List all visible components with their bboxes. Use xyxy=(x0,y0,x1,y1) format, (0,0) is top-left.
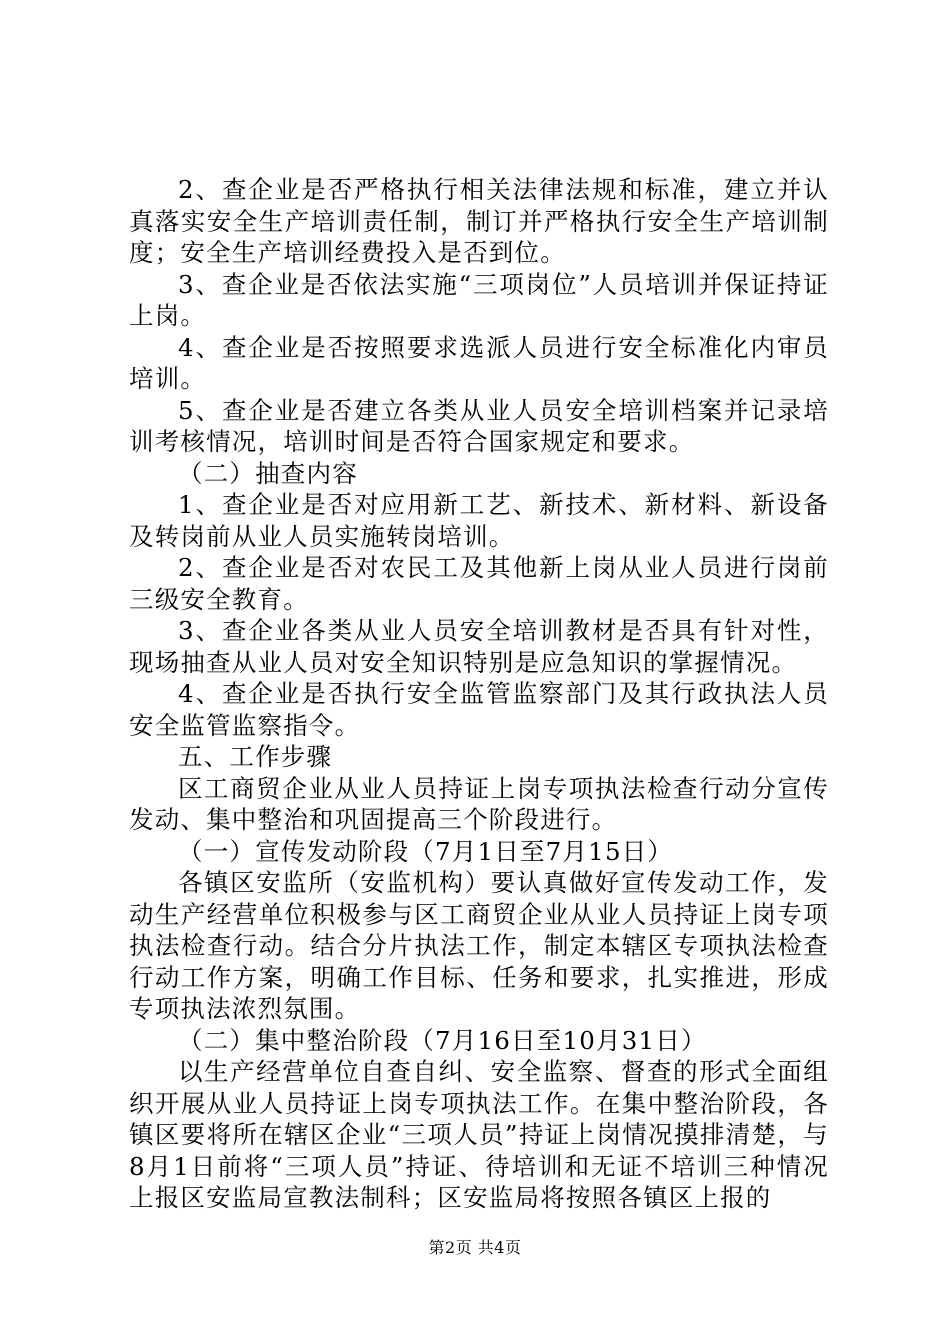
section-heading-work-steps: 五、工作步骤 xyxy=(178,742,333,771)
paragraph-spot-1: 1、查企业是否对应用新工艺、新技术、新材料、新设备及转岗前从业人员实施转岗培训。 xyxy=(129,490,829,551)
paragraph-item-3: 3、查企业是否依法实施“三项岗位”人员培训并保证持证上岗。 xyxy=(129,269,829,330)
paragraph-work-steps-intro: 区工商贸企业从业人员持证上岗专项执法检查行动分宣传发动、集中整治和巩固提高三个阶段进行。 xyxy=(129,773,829,834)
paragraph-publicity-stage: 各镇区安监所（安监机构）要认真做好宣传发动工作，发动生产经营单位积极参与区工商贸企业从业人员持证上岗专项执法检查行动。结合分片执法工作，制定本辖区专项执法检查行动工作方案，明确工作目标、任务和要求，扎实推进，形成专项执法浓烈氛围。 xyxy=(129,868,829,1023)
page-number-footer: 第2页 共4页 xyxy=(428,1238,522,1257)
section-heading-publicity-stage: （一）宣传发动阶段（7月1日至7月15日） xyxy=(178,836,674,866)
paragraph-spot-4: 4、查企业是否执行安全监管监察部门及其行政执法人员安全监管监察指令。 xyxy=(129,679,829,740)
paragraph-spot-3: 3、查企业各类从业人员安全培训教材是否具有针对性，现场抽查从业人员对安全知识特别是应急知识的掌握情况。 xyxy=(129,616,829,677)
section-heading-rectification-stage: （二）集中整治阶段（7月16日至10月31日） xyxy=(178,1025,707,1055)
paragraph-spot-2: 2、查企业是否对农民工及其他新上岗从业人员进行岗前三级安全教育。 xyxy=(129,553,829,614)
paragraph-rectification-stage: 以生产经营单位自查自纠、安全监察、督查的形式全面组织开展从业人员持证上岗专项执法工作。在集中整治阶段，各镇区要将所在辖区企业“三项人员”持证上岗情况摸排清楚，与8月1日前将“三项人员”持证、待培训和无证不培训三种情况上报区安监局宣教法制科；区安监局将按照各镇区上报的 xyxy=(129,1057,829,1212)
document-body xyxy=(129,174,829,1214)
paragraph-item-4: 4、查企业是否按照要求选派人员进行安全标准化内审员培训。 xyxy=(129,332,829,393)
paragraph-item-2: 2、查企业是否严格执行相关法律法规和标准，建立并认真落实安全生产培训责任制，制订并严格执行安全生产培训制度；安全生产培训经费投入是否到位。 xyxy=(129,175,829,267)
paragraph-item-5: 5、查企业是否建立各类从业人员安全培训档案并记录培训考核情况，培训时间是否符合国家规定和要求。 xyxy=(129,395,829,456)
section-heading-spot-check: （二）抽查内容 xyxy=(178,458,358,488)
